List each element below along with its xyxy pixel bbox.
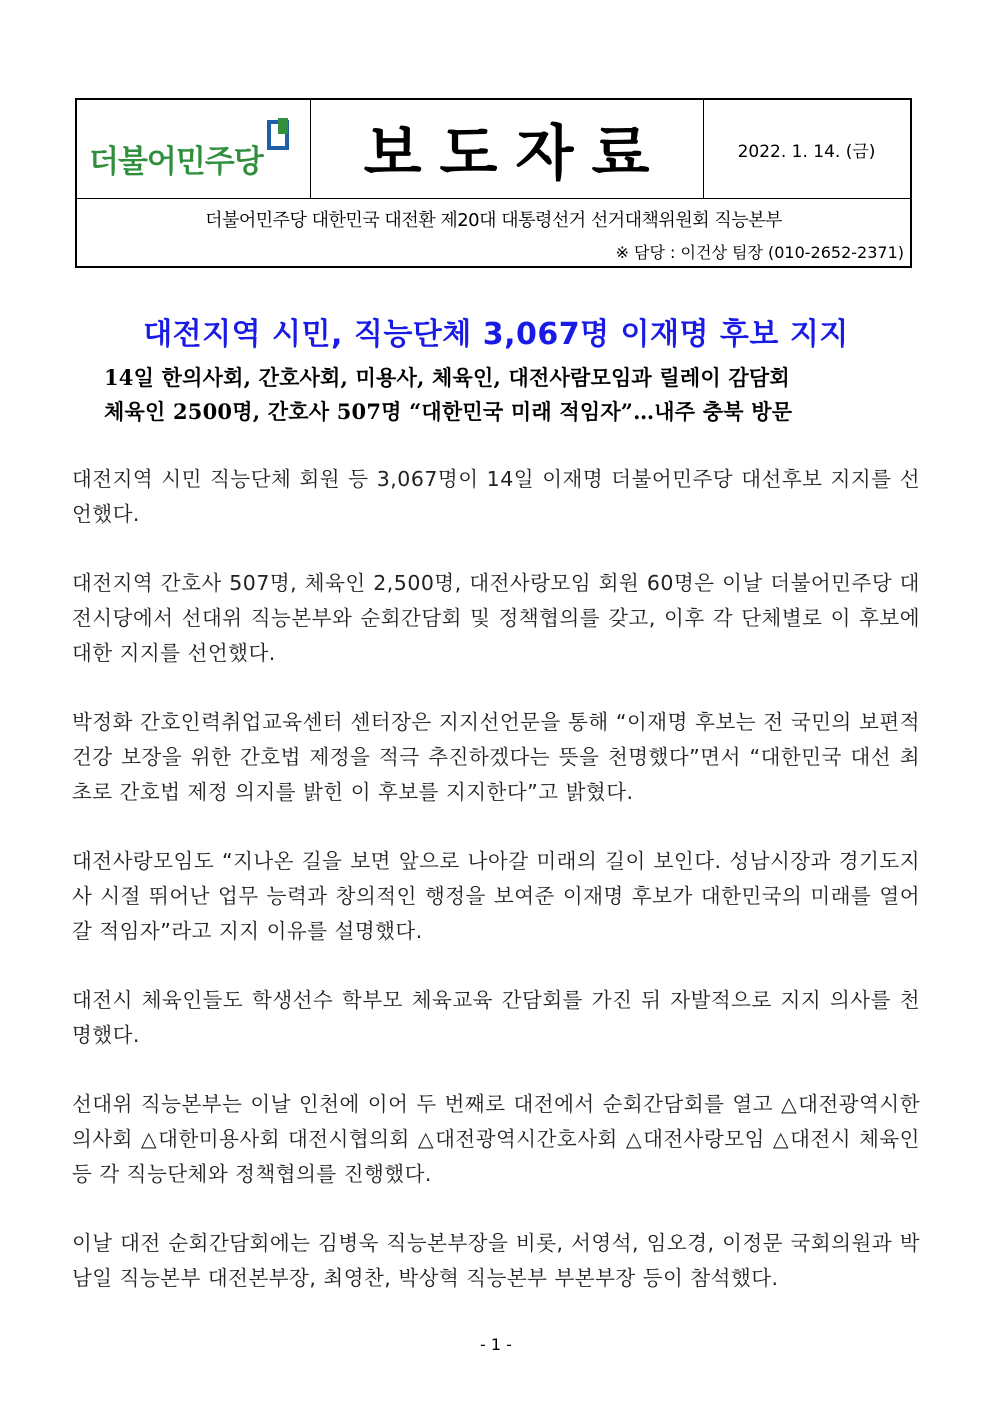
page-number: - 1 -: [480, 1335, 512, 1354]
date-cell: [703, 100, 910, 198]
paragraph-3: 박정화 간호인력취업교육센터 센터장은 지지선언문을 통해 “이재명 후보는 전 국민의 보편적 건강 보장을 위한 간호법 제정을 적극 추진하겠다는 뜻을 천명했다”면서 “대한민국 대선 최초로 간호법 제정 의지를 밝힌 이 후보를 지지한다”고 밝혔다.: [72, 710, 920, 804]
logo-cell: [77, 100, 311, 198]
paragraph-7: 이날 대전 순회간담회에는 김병욱 직능본부장을 비롯, 서영석, 임오경, 이정문 국회의원과 박남일 직능본부 대전본부장, 최영찬, 박상혁 직능본부 부본부장 등이 참석했다.: [72, 1231, 920, 1290]
paragraph-6: 선대위 직능본부는 이날 인천에 이어 두 번째로 대전에서 순회간담회를 열고 △대전광역시한의사회 △대한미용사회 대전시협의회 △대전광역시간호사회 △대전사랑모임 △대전시 체육인 등 각 직능단체와 정책협의를 진행했다.: [72, 1092, 920, 1186]
party-logo-icon: [266, 116, 290, 150]
header-top-row: [77, 100, 910, 199]
paragraph-5: 대전시 체육인들도 학생선수 학부모 체육교육 간담회를 가진 뒤 자발적으로 지지 의사를 천명했다.: [72, 988, 920, 1047]
title-cell: [310, 100, 704, 198]
article-subhead-2: 체육인 2500명, 간호사 507명 “대한민국 미래 적임자”…내주 충북 방문: [104, 399, 793, 424]
paragraph-4: 대전사랑모임도 “지나온 길을 보면 앞으로 나아갈 미래의 길이 보인다. 성남시장과 경기도지사 시절 뛰어난 업무 능력과 창의적인 행정을 보여준 이재명 후보가 대한민국의 미래를 열어갈 적임자”라고 지지 이유를 설명했다.: [72, 849, 920, 943]
article-headline: 대전지역 시민, 직능단체 3,067명 이재명 후보 지지: [143, 317, 849, 352]
document-title: 보도자료: [363, 119, 668, 189]
article-subhead-1: 14일 한의사회, 간호사회, 미용사, 체육인, 대전사람모임과 릴레이 감담회: [104, 365, 790, 390]
paragraph-2: 대전지역 간호사 507명, 체육인 2,500명, 대전사랑모임 회원 60명은 이날 더불어민주당 대전시당에서 선대위 직능본부와 순회간담회 및 정책협의를 갖고, 이후 각 단체별로 이 후보에 대한 지지를 선언했다.: [72, 571, 920, 665]
party-logo-text: 더불어민주당: [89, 144, 263, 180]
press-release-header: [75, 98, 912, 268]
release-date: 2022. 1. 14. (금): [737, 141, 876, 162]
organization-name: 더불어민주당 대한민국 대전환 제20대 대통령선거 선거대책위원회 직능본부: [205, 210, 782, 231]
article-body: [72, 462, 920, 1330]
paragraph-1: 대전지역 시민 직능단체 회원 등 3,067명이 14일 이재명 더불어민주당 대선후보 지지를 선언했다.: [72, 467, 920, 526]
contact-info: ※ 담당 : 이건상 팀장 (010-2652-2371): [615, 243, 904, 262]
